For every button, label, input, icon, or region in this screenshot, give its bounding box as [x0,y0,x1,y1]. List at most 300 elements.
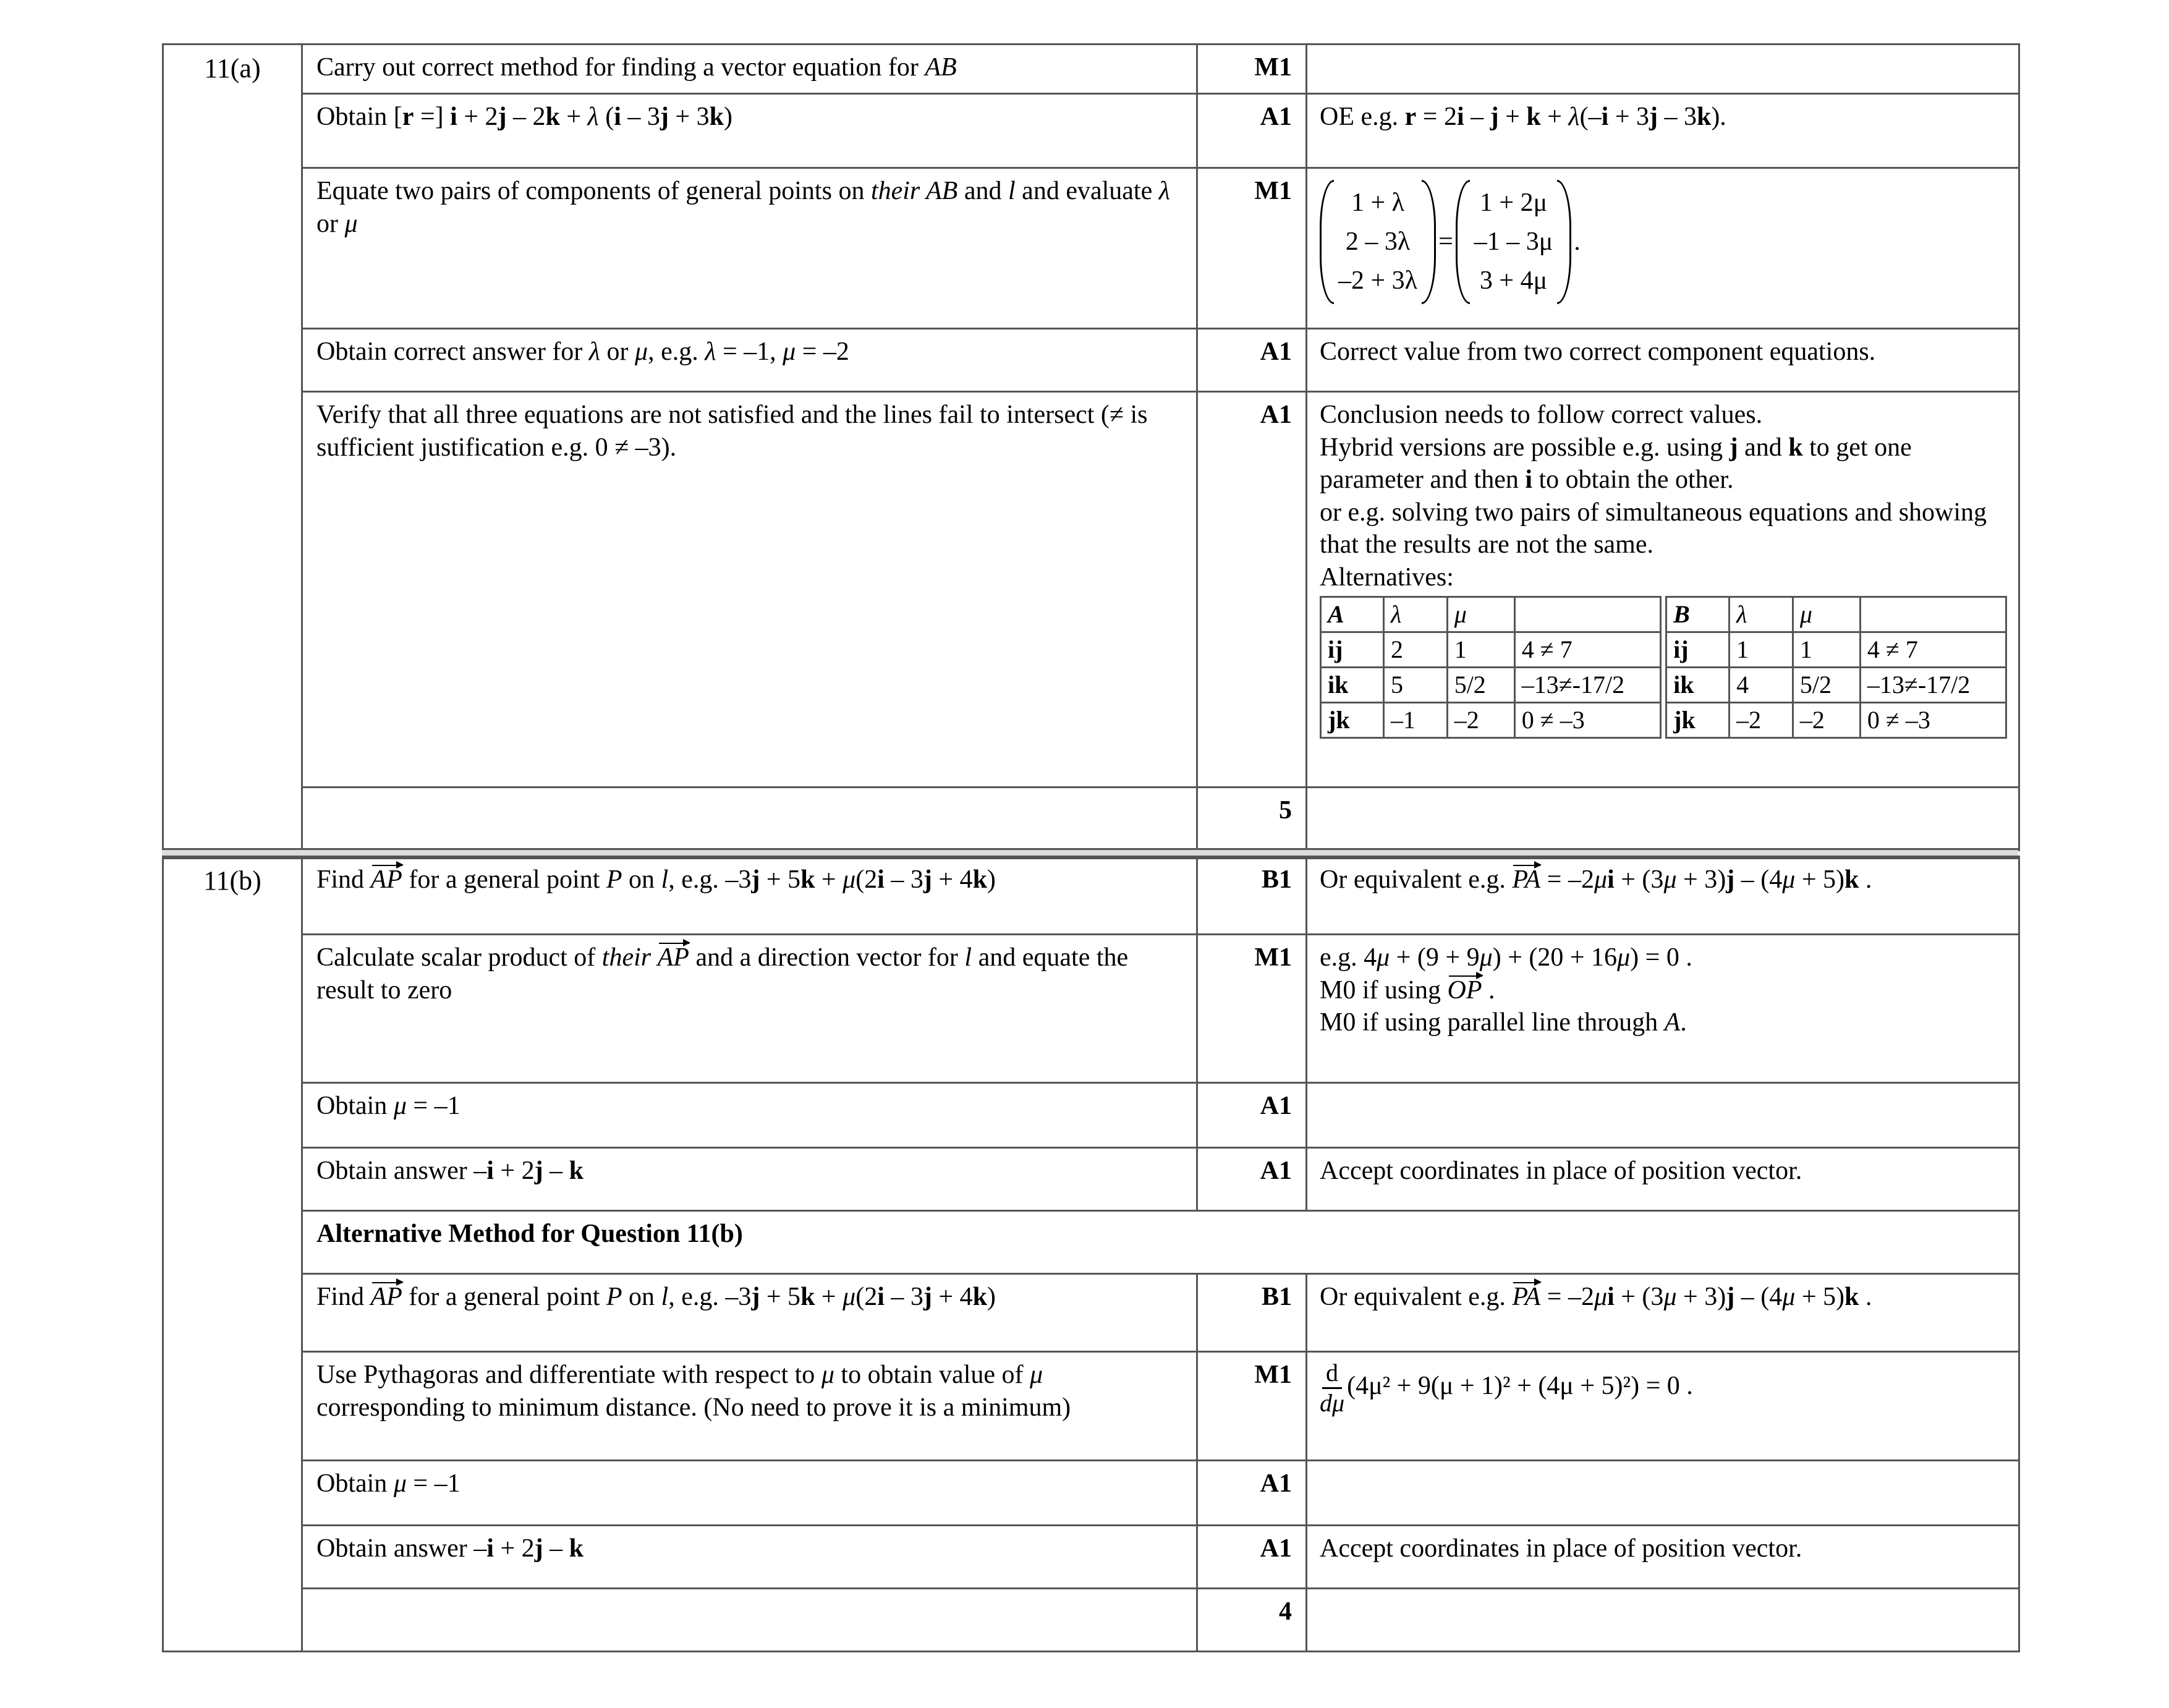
alternatives-value: 1 [1730,632,1793,668]
bold-vector-symbol: j [923,865,932,894]
alternatives-row [1321,703,2006,738]
italic-symbol: λ [588,338,600,366]
mark-cell [1197,329,1307,392]
bold-vector-symbol: j [1490,103,1499,131]
text-run: corresponding to minimum distance. (No need to prove it is a minimum) [316,1393,1071,1422]
guidance-cell [1307,857,2019,935]
bold-vector-symbol: i [450,103,457,131]
total-guidance-blank [1307,788,2019,851]
italic-symbol: μ [393,1092,407,1120]
italic-symbol: μ [821,1361,834,1389]
alternatives-table [1320,596,2007,739]
text-run: – 3 [884,865,923,894]
total-marks: 5 [1279,796,1292,825]
mark-code: A1 [1260,1092,1292,1120]
bold-vector-symbol: i [486,1157,494,1185]
bold-vector-symbol: k [1526,103,1541,131]
bold-vector-symbol: i [486,1534,494,1563]
vector-component: –2 + 3λ [1338,266,1418,295]
mark-code: A1 [1260,1157,1292,1185]
alternatives-value: –2 [1447,703,1514,738]
answer-cell [302,392,1197,788]
answer-cell [302,935,1197,1083]
text-run: + 5 [760,1283,801,1311]
column-vector-right [1456,180,1572,304]
bold-vector-symbol: j [534,1157,543,1185]
bold-vector-symbol: j [751,1283,760,1311]
vector-notation: AP [371,1281,402,1314]
guidance-line [1320,561,2007,594]
text-run: and a direction vector for [689,943,965,972]
text-run: + 3) [1676,1283,1726,1311]
question-label: 11(a) [204,53,261,83]
italic-symbol: μ [1782,1283,1796,1311]
bold-vector-symbol: k [1844,865,1859,894]
text-run: = –2 [1540,865,1594,894]
text-run: = 2 [1416,103,1457,131]
mark-cell [1197,935,1307,1083]
mark-code: M1 [1254,1361,1292,1389]
spacer [1660,703,1666,738]
mark-cell [1197,1461,1307,1526]
mark-cell [1197,1274,1307,1352]
text-run: – [543,1534,569,1563]
fraction-numerator: d [1322,1359,1342,1389]
alternatives-header-cell: B [1666,597,1730,632]
bold-vector-symbol: r [1404,103,1417,131]
guidance-cell [1307,1083,2019,1148]
text-run: + 5 [760,865,801,894]
mark-scheme-row [163,857,2019,935]
answer-cell [302,1274,1197,1352]
italic-symbol: AB [925,53,957,82]
guidance-cell [1307,1274,2019,1352]
italic-symbol: λ [587,103,599,131]
text-run: to obtain the other. [1532,465,1734,494]
guidance-cell [1307,329,2019,392]
text-run: (2 [855,865,878,894]
italic-symbol: μ [1594,1283,1608,1311]
mark-scheme-table-11b [162,856,2020,1652]
text-run: + 4 [932,1283,973,1311]
answer-cell [302,329,1197,392]
italic-symbol: μ [783,338,796,366]
bold-vector-symbol: k [569,1157,584,1185]
italic-symbol: P [606,865,622,894]
mark-code: A1 [1260,338,1292,366]
vector-notation: OP [1448,974,1482,1007]
italic-symbol: μ [393,1469,407,1498]
italic-symbol: their AB [870,177,958,205]
text-run: – 3 [621,103,660,131]
bold-vector-symbol: i [877,865,885,894]
text-run: M0 if using parallel line through [1320,1008,1665,1037]
column-vector-left [1320,180,1436,304]
total-blank-cell [302,1589,1197,1652]
guidance-cell [1307,935,2019,1083]
mark-scheme-row [163,1461,2019,1526]
italic-symbol: their [601,943,652,972]
text-run: =] [414,103,451,131]
text-run: – 3 [1657,103,1697,131]
vector-component: 3 + 4μ [1479,266,1548,295]
derivative-expression [1320,1359,2007,1417]
text-run: Find [316,1283,371,1311]
component-pair-label: ij [1321,632,1384,668]
text-run: + 2 [493,1157,535,1185]
text-run: . [1482,975,1495,1005]
alternatives-value: –13≠-17/2 [1514,668,1660,703]
guidance-cell [1307,168,2019,329]
mark-code: B1 [1261,865,1292,894]
answer-cell [302,94,1197,168]
bold-vector-symbol: j [534,1534,543,1563]
bold-vector-symbol: j [498,103,507,131]
italic-symbol: l [1008,177,1016,205]
alternatives-row [1321,668,2006,703]
spacer [1660,597,1666,632]
italic-symbol: l [661,865,669,894]
text-run: Obtain answer – [316,1534,487,1563]
bold-vector-symbol: i [877,1283,885,1311]
text-run: Obtain [316,1092,394,1120]
text-run: Hybrid versions are possible e.g. using [1320,433,1730,462]
guidance-line [1320,431,2007,496]
mark-scheme-row [163,1274,2019,1352]
answer-cell [302,1148,1197,1211]
text-run: Equate two pairs of components of general points on [316,177,871,205]
italic-symbol: λ [1158,177,1170,205]
text-run: or [316,209,345,238]
total-row [163,1589,2019,1652]
mark-cell [1197,1352,1307,1461]
bold-vector-symbol: k [569,1534,584,1563]
bold-vector-symbol: j [1726,865,1735,894]
guidance-line [1320,941,2007,974]
spacer [1660,668,1666,703]
total-marks-cell [1197,1589,1307,1652]
total-marks: 4 [1279,1597,1292,1626]
question-label: 11(b) [203,865,261,896]
mark-scheme-row [163,329,2019,392]
guidance-line [1320,496,2007,561]
italic-symbol: l [661,1283,669,1311]
text-run: + (9 + 9 [1390,943,1480,972]
text-run: and evaluate [1015,177,1159,205]
bold-vector-symbol: k [545,103,560,131]
alternatives-value: –2 [1730,703,1793,738]
text-run: M0 if using [1320,975,1448,1005]
text-run: Accept coordinates in place of position vector. [1320,1534,1802,1563]
component-pair-label: jk [1666,703,1730,738]
text-run: + [1540,103,1569,131]
bold-vector-symbol: i [1607,1283,1615,1311]
bold-vector-symbol: k [800,1283,815,1311]
mark-scheme-row [163,1211,2019,1274]
text-run: + 3 [668,103,710,131]
mark-code: M1 [1254,53,1292,82]
mark-cell [1197,1083,1307,1148]
alternatives-value: 4 ≠ 7 [1514,632,1660,668]
alternatives-value: 5 [1383,668,1447,703]
text-run: and [957,177,1008,205]
text-run: ) [987,865,996,894]
mark-cell [1197,94,1307,168]
text-run: on [622,1283,661,1311]
answer-cell [302,1083,1197,1148]
bold-vector-symbol: i [1607,865,1615,894]
text-run: or e.g. solving two pairs of simultaneous equations and showing that the results are not the same. [1320,498,1987,559]
text-run: . [1680,1008,1687,1037]
component-pair-label: jk [1321,703,1384,738]
alternatives-header-cell: λ [1383,597,1447,632]
text-run: Obtain answer – [316,1157,487,1185]
alternatives-value: –2 [1793,703,1860,738]
fraction-denominator: dμ [1320,1389,1345,1417]
text-run: – (4 [1734,1283,1783,1311]
spacer [1660,632,1666,668]
alternatives-value: 4 ≠ 7 [1860,632,2006,668]
text-run: – [1464,103,1490,131]
mark-scheme-row [163,1083,2019,1148]
alternatives-value: –1 [1383,703,1447,738]
text-run: Conclusion needs to follow correct values. [1320,401,1763,429]
alternatives-row [1321,632,2006,668]
alternative-method-heading [302,1211,2019,1274]
text-run: = –1 [406,1092,461,1120]
text-run: ) [987,1283,996,1311]
text-run: + 4 [932,865,973,894]
component-pair-label: ij [1666,632,1730,668]
text-run: Alternatives: [1320,563,1454,592]
text-run: . [1859,1283,1872,1311]
alternatives-header-cell: λ [1730,597,1793,632]
text-run: Verify that all three equations are not satisfied and the lines fail to intersect (≠ is sufficient justification e.g. 0 ≠ –3). [316,401,1148,462]
text-run: + 2 [493,1534,535,1563]
text-run: Obtain [316,1469,394,1498]
vector-component: 1 + λ [1351,189,1405,217]
italic-symbol: μ [344,209,358,238]
mark-code: A1 [1260,401,1292,429]
derivative-body: (4μ² + 9(μ + 1)² + (4μ + 5)²) = 0 . [1347,1372,1693,1401]
mark-scheme-row [163,1352,2019,1461]
text-run: = –1 [406,1469,461,1498]
mark-cell [1197,392,1307,788]
text-run: + (3 [1614,1283,1664,1311]
italic-symbol: μ [1663,1283,1677,1311]
answer-cell [302,857,1197,935]
text-run: (2 [855,1283,878,1311]
vector-component: 2 – 3λ [1345,227,1411,256]
mark-scheme-row [163,1526,2019,1589]
mark-scheme-row [163,168,2019,329]
answer-cell [302,1461,1197,1526]
italic-symbol: μ [1617,943,1631,972]
text-run: – (4 [1734,865,1783,894]
mark-scheme-row [163,1148,2019,1211]
bold-vector-symbol: i [1525,465,1533,494]
total-guidance-blank [1307,1589,2019,1652]
bold-vector-symbol: j [1726,1283,1735,1311]
text-run: + [559,103,588,131]
text-run: + 5) [1795,865,1844,894]
italic-symbol: λ [1568,103,1580,131]
italic-symbol: μ [1594,865,1608,894]
mark-code: M1 [1254,177,1292,205]
alternatives-header-row [1321,597,2006,632]
bold-vector-symbol: j [660,103,669,131]
alternatives-value: 0 ≠ –3 [1860,703,2006,738]
mark-scheme-table-11a [162,43,2020,851]
bold-vector-symbol: j [1729,433,1738,462]
italic-symbol: μ [1479,943,1493,972]
vector-notation: PA [1512,864,1540,896]
bold-vector-symbol: k [800,865,815,894]
text-run: for a general point [402,1283,606,1311]
alternatives-header-cell: A [1321,597,1384,632]
mark-cell [1197,1526,1307,1589]
bold-vector-symbol: k [1844,1283,1859,1311]
text-run: = –1, [716,338,783,366]
text-run: Accept coordinates in place of position vector. [1320,1157,1802,1185]
alternatives-value: –13≠-17/2 [1860,668,2006,703]
text-run: , e.g. –3 [668,865,752,894]
italic-symbol: μ [843,1283,856,1311]
total-marks-cell [1197,788,1307,851]
answer-cell [302,1352,1197,1461]
vector-component: –1 – 3μ [1474,227,1553,256]
question-number [163,857,302,1652]
bold-vector-symbol: k [709,103,724,131]
bold-vector-symbol: k [1788,433,1803,462]
guidance-line [1320,974,2007,1007]
alternatives-value: 0 ≠ –3 [1514,703,1660,738]
guidance-cell [1307,1148,2019,1211]
alternatives-value: 1 [1447,632,1514,668]
text-run: ) [723,103,732,131]
text-run: = –2 [796,338,849,366]
text-run: to get one parameter and then [1320,433,1912,494]
text-run: to obtain value of [834,1361,1030,1389]
text-run: Obtain correct answer for [316,338,589,366]
mark-cell [1197,857,1307,935]
mark-code: B1 [1261,1283,1292,1311]
text-run: ) + (20 + 16 [1492,943,1618,972]
italic-symbol: μ [1377,943,1390,972]
alternatives-header-cell [1514,597,1660,632]
mark-code: A1 [1260,1469,1292,1498]
alternatives-value: 1 [1793,632,1860,668]
answer-cell [302,45,1197,94]
question-number [163,45,302,851]
text-run: + 5) [1795,1283,1844,1311]
mark-code: M1 [1254,943,1292,972]
alternatives-value: 5/2 [1793,668,1860,703]
text-run: and equate the result to zero [316,943,1129,1005]
italic-symbol: λ [705,338,716,366]
italic-symbol: A [1664,1008,1681,1037]
text-run: – 2 [506,103,546,131]
italic-symbol: l [964,943,972,972]
mark-scheme-row [163,935,2019,1083]
component-pair-label: ik [1666,668,1730,703]
text-run: Correct value from two correct component equations. [1320,338,1876,366]
mark-cell [1197,168,1307,329]
text-run: on [622,865,661,894]
text-run: + 2 [457,103,498,131]
bold-vector-symbol: k [1696,103,1712,131]
text-run: Or equivalent e.g. [1320,865,1513,894]
vector-component: 1 + 2μ [1479,189,1548,217]
text-run: and [1738,433,1789,462]
vector-notation: AP [371,864,402,896]
text-run: Obtain [ [316,103,402,131]
text-run: + 3) [1676,865,1726,894]
text-run: + [1498,103,1527,131]
mark-cell [1197,1148,1307,1211]
text-run: or [600,338,635,366]
italic-symbol: P [606,1283,622,1311]
vector-notation: AP [658,941,689,974]
alternatives-value: 2 [1383,632,1447,668]
text-run: + 3 [1608,103,1649,131]
mark-cell [1197,45,1307,94]
bold-vector-symbol: r [402,103,414,131]
derivative-fraction [1320,1359,1344,1417]
text-run: Carry out correct method for finding a vector equation for [316,53,925,82]
italic-symbol: μ [843,865,856,894]
text-run: + [815,1283,843,1311]
text-run: – [543,1157,569,1185]
text-run: (– [1579,103,1602,131]
bold-vector-symbol: i [1456,103,1464,131]
alternatives-header-cell: μ [1793,597,1860,632]
section-heading-text: Alternative Method for Question 11(b) [316,1220,743,1248]
bold-vector-symbol: k [972,1283,987,1311]
bold-vector-symbol: i [614,103,621,131]
mark-scheme-row [163,45,2019,94]
italic-symbol: μ [1782,865,1796,894]
text-run: Calculate scalar product of [316,943,602,972]
component-pair-label: ik [1321,668,1384,703]
component-matrix-equation [1320,180,2007,304]
text-run: Use Pythagoras and differentiate with respect to [316,1361,821,1389]
text-run: e.g. 4 [1320,943,1377,972]
total-blank-cell [302,788,1197,851]
vector-notation: PA [1512,1281,1540,1314]
mark-scheme-row [163,392,2019,788]
italic-symbol: μ [1030,1361,1043,1389]
guidance-cell [1307,45,2019,94]
text-run: Or equivalent e.g. [1320,1283,1513,1311]
bold-vector-symbol: j [1649,103,1658,131]
mark-code: A1 [1260,1534,1292,1563]
answer-cell [302,168,1197,329]
alternatives-header-cell: μ [1447,597,1514,632]
mark-scheme-row [163,94,2019,168]
alternatives-header-cell [1860,597,2006,632]
bold-vector-symbol: j [923,1283,932,1311]
text-run: , e.g. [648,338,705,366]
text-run: ) = 0 . [1630,943,1692,972]
text-run: for a general point [402,865,606,894]
alternatives-value: 5/2 [1447,668,1514,703]
text-run: ). [1711,103,1726,131]
guidance-cell [1307,94,2019,168]
text-run: , e.g. –3 [668,1283,752,1311]
total-row [163,788,2019,851]
bold-vector-symbol: k [972,865,987,894]
